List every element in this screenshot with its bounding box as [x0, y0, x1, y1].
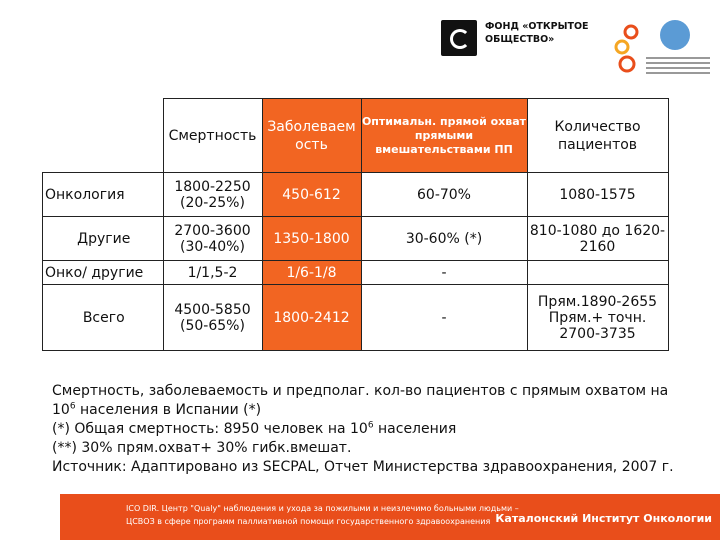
- column-header: Смертность: [163, 99, 262, 173]
- footer-bar: [60, 494, 720, 540]
- table-cell: 4500-5850 (50-65%): [163, 285, 262, 351]
- row-label: Онкология: [43, 173, 164, 217]
- note-line: (*) Общая смертность: 8950 человек на $10^6$ населения: [52, 420, 457, 437]
- table-cell: 1800-2412: [262, 285, 361, 351]
- note-line: Смертность, заболеваемость и предполаг. кол-во пациентов с прямым охватом на: [52, 383, 669, 399]
- footer-line2: ЦСВОЗ в сфере программ паллиативной помощи государственного здравоохранения: [126, 517, 491, 526]
- foundation-name-line2: ОБЩЕСТВО»: [485, 34, 555, 45]
- table-cell: 1800-2250 (20-25%): [163, 173, 262, 217]
- source-line: Источник: Адаптировано из SECPAL, Отчет Министерства здравоохранения, 2007 г.: [52, 459, 674, 475]
- note-line: $10^6$ населения в Испании (*): [52, 401, 262, 418]
- table-cell: 810-1080 до 1620-2160: [527, 217, 668, 261]
- column-header: Оптимальн. прямой охват прямыми вмешательствами ПП: [361, 99, 527, 173]
- header-logos: [441, 20, 711, 84]
- table-cell: -: [361, 261, 527, 285]
- open-society-logo: [441, 20, 477, 56]
- who-emblem-icon: [660, 20, 690, 50]
- table-cell: 2700-3600 (30-40%): [163, 217, 262, 261]
- table-cell: Прям.1890-2655 Прям.+ точн. 2700-3735: [527, 285, 668, 351]
- table-cell: 1/1,5-2: [163, 261, 262, 285]
- table-cell: [527, 261, 668, 285]
- column-header: Количество пациентов: [527, 99, 668, 173]
- table-cell: 30-60% (*): [361, 217, 527, 261]
- footer-line1: ICO DIR. Центр "Qualy" наблюдения и ухода за пожилыми и неизлечимо больными людьми –: [126, 504, 519, 513]
- table-cell: 1080-1575: [527, 173, 668, 217]
- notes: [52, 382, 712, 477]
- statistics-table: [42, 98, 669, 351]
- table-row: [43, 173, 669, 217]
- table-cell: 60-70%: [361, 173, 527, 217]
- row-label: Другие: [43, 217, 164, 261]
- footer: [0, 494, 720, 540]
- table-row: [43, 261, 669, 285]
- foundation-name-line1: ФОНД «ОТКРЫТОЕ: [485, 21, 589, 32]
- orange-circles-logo: [611, 24, 641, 74]
- row-label: Всего: [43, 285, 164, 351]
- row-label: Онко/ другие: [43, 261, 164, 285]
- institute-name: Каталонский Институт Онкологии: [495, 512, 712, 525]
- foundation-name: [485, 20, 605, 46]
- table-cell: -: [361, 285, 527, 351]
- table-row: [43, 285, 669, 351]
- table-corner: [43, 99, 164, 173]
- table-cell: 1350-1800: [262, 217, 361, 261]
- note-line: (**) 30% прям.охват+ 30% гибк.вмешат.: [52, 440, 352, 456]
- table-cell: 1/6-1/8: [262, 261, 361, 285]
- who-caption: [646, 54, 710, 77]
- who-logo: [646, 20, 710, 84]
- column-header: Заболеваем ость: [262, 99, 361, 173]
- table-cell: 450-612: [262, 173, 361, 217]
- table-row: [43, 217, 669, 261]
